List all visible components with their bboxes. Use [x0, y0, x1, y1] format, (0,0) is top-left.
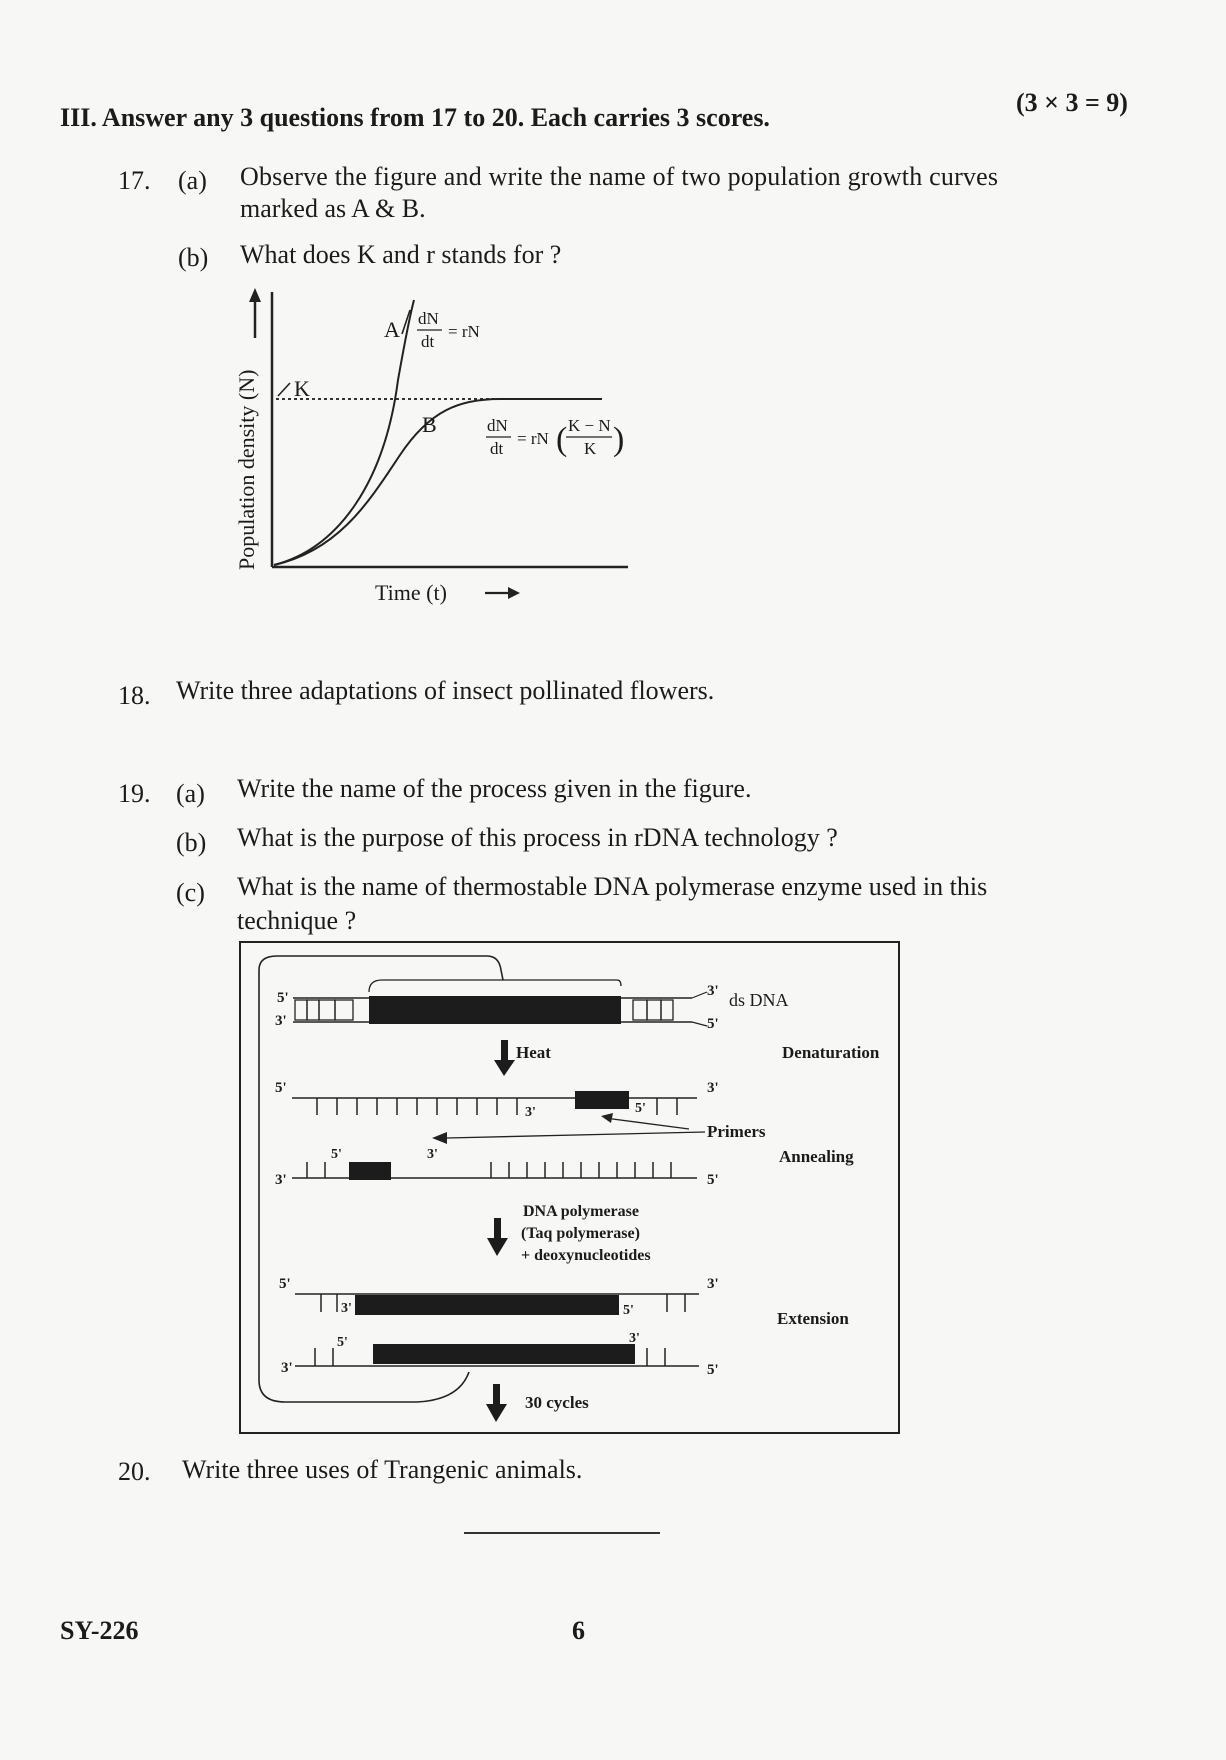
q17a-text-line1: Observe the figure and write the name of two population growth curves — [240, 162, 999, 191]
page-number: 6 — [572, 1616, 585, 1645]
eq-b-denominator: dt — [490, 439, 504, 458]
ext-top-3prime: 3' — [707, 1276, 719, 1292]
eq-b-numerator: dN — [487, 416, 508, 435]
polymerase-label-line1: DNA polymerase — [523, 1203, 639, 1220]
bottom-strand-primer — [349, 1162, 391, 1180]
q20-number: 20. — [118, 1457, 151, 1486]
bottom-strand-primer-5prime: 5' — [331, 1147, 342, 1162]
polymerase-label-line3: + deoxynucleotides — [521, 1247, 651, 1264]
k-label: K — [294, 376, 310, 401]
eq-b-open-paren: ( — [556, 421, 568, 458]
denaturation-label: Denaturation — [782, 1043, 880, 1062]
q18-text: Write three adaptations of insect pollinated flowers. — [176, 676, 715, 705]
eq-b-rhs: = rN — [517, 429, 549, 448]
q18-number: 18. — [118, 681, 151, 710]
ext-bottom-new-strand — [373, 1344, 635, 1364]
end-rule — [464, 1532, 660, 1534]
bottom-strand-5prime: 5' — [707, 1172, 719, 1188]
ext-top-inner-3prime: 3' — [341, 1301, 352, 1316]
polymerase-label-line2: (Taq polymerase) — [521, 1225, 640, 1242]
eq-a-numerator: dN — [418, 309, 439, 328]
q19b-text: What is the purpose of this process in rDNA technology ? — [237, 823, 838, 852]
q17a-text-line2: marked as A & B. — [240, 194, 426, 223]
q17b-label: (b) — [178, 243, 209, 272]
growth-curve-figure — [220, 280, 640, 625]
q17b-text: What does K and r stands for ? — [240, 240, 562, 269]
q19c-text-line1: What is the name of thermostable DNA polymerase enzyme used in this — [237, 872, 988, 901]
cycles-label: 30 cycles — [525, 1393, 589, 1412]
bottom-strand-3prime: 3' — [275, 1172, 287, 1188]
y-arrow-icon — [249, 288, 261, 302]
ext-top-inner-5prime: 5' — [623, 1303, 634, 1318]
pcr-figure — [237, 940, 903, 1436]
eq-b-frac-denominator: K — [584, 439, 597, 458]
section-marks: (3 × 3 = 9) — [1016, 88, 1128, 117]
top-strand-primer — [575, 1091, 629, 1109]
annealing-label: Annealing — [779, 1147, 854, 1166]
eq-a-denominator: dt — [421, 332, 435, 351]
q19-number: 19. — [118, 779, 151, 808]
ds-5prime-label: 5' — [277, 990, 289, 1006]
top-strand-3prime: 3' — [707, 1080, 719, 1096]
q17a-label: (a) — [178, 166, 207, 195]
ds-target-region — [369, 996, 621, 1024]
q20-text: Write three uses of Trangenic animals. — [182, 1455, 583, 1484]
ds-3prime-label-right: 3' — [707, 983, 719, 999]
curve-a-label: A — [384, 317, 400, 342]
ext-bottom-inner-5prime: 5' — [337, 1335, 348, 1350]
ds-5prime-label-right: 5' — [707, 1016, 719, 1032]
section-heading: III. Answer any 3 questions from 17 to 20. Each carries 3 scores. — [60, 103, 770, 132]
curve-b-label: B — [422, 412, 437, 437]
bottom-strand-primer-3prime: 3' — [427, 1147, 438, 1162]
extension-label: Extension — [777, 1309, 849, 1328]
heat-arrow-icon — [494, 1060, 515, 1076]
ext-bottom-3prime: 3' — [281, 1360, 293, 1376]
eq-b-frac-numerator: K − N — [568, 416, 611, 435]
heat-label: Heat — [516, 1043, 551, 1062]
top-strand-primer-3prime: 3' — [525, 1105, 536, 1120]
q19c-label: (c) — [176, 878, 205, 907]
q17-number: 17. — [118, 166, 151, 195]
eq-b-close-paren: ) — [613, 421, 625, 458]
paper-code: SY-226 — [60, 1616, 139, 1645]
top-strand-5prime: 5' — [275, 1080, 287, 1096]
q19a-label: (a) — [176, 779, 205, 808]
ext-top-5prime: 5' — [279, 1276, 291, 1292]
x-axis-label: Time (t) — [375, 580, 447, 605]
q19c-text-line2: technique ? — [237, 906, 357, 935]
ds-3prime-label-left: 3' — [275, 1013, 287, 1029]
top-strand-primer-5prime: 5' — [635, 1101, 646, 1116]
x-arrow-icon — [508, 587, 520, 599]
q19b-label: (b) — [176, 828, 207, 857]
q19a-text: Write the name of the process given in the figure. — [237, 774, 752, 803]
ext-bottom-inner-3prime: 3' — [629, 1331, 640, 1346]
ext-bottom-5prime: 5' — [707, 1362, 719, 1378]
cycles-arrow-icon — [486, 1404, 507, 1422]
ext-top-new-strand — [355, 1295, 619, 1315]
y-axis-label: Population density (N) — [234, 369, 259, 570]
primers-label: Primers — [707, 1122, 766, 1141]
eq-a-rhs: = rN — [448, 322, 480, 341]
polymerase-arrow-icon — [487, 1238, 508, 1256]
ds-dna-label: ds DNA — [729, 990, 789, 1010]
